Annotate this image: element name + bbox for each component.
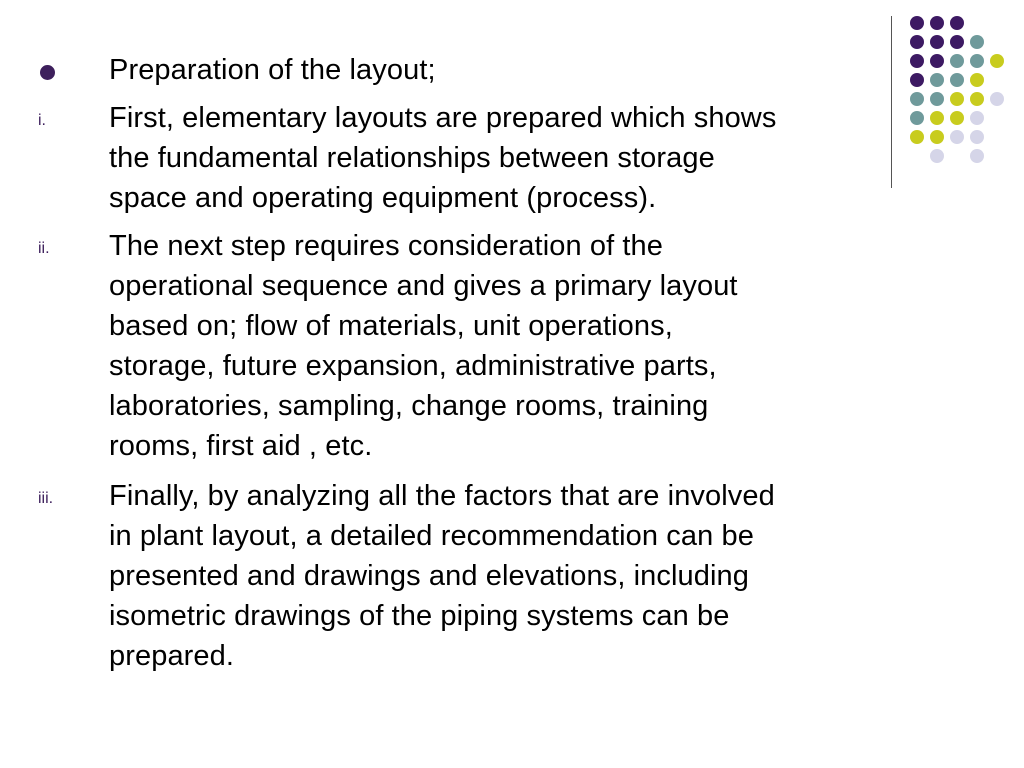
text-line: in plant layout, a detailed recommendation can be	[109, 520, 754, 552]
text-line: rooms, first aid , etc.	[109, 430, 373, 462]
text-line: operational sequence and gives a primary layout	[109, 270, 738, 302]
text-line: isometric drawings of the piping systems can be	[109, 600, 730, 632]
text-line: laboratories, sampling, change rooms, training	[109, 390, 709, 422]
text-line: Finally, by analyzing all the factors that are involved	[109, 480, 775, 512]
item-text	[109, 98, 776, 218]
list-marker: iii.	[38, 490, 54, 507]
text-line: prepared.	[109, 640, 235, 672]
item-text	[109, 476, 775, 676]
list-marker: i.	[38, 112, 46, 129]
text-line: space and operating equipment (process).	[109, 182, 657, 214]
text-line: based on; flow of materials, unit operations,	[109, 310, 673, 342]
text-line: the fundamental relationships between storage	[109, 142, 715, 174]
text-line: First, elementary layouts are prepared which shows	[109, 102, 777, 134]
item-text	[109, 226, 738, 466]
list-marker: ii.	[38, 240, 50, 257]
bullet-text	[109, 50, 436, 90]
bullet-dot-icon	[40, 65, 55, 80]
text-line: Preparation of the layout;	[109, 54, 436, 86]
text-line: presented and drawings and elevations, including	[109, 560, 750, 592]
text-line: The next step requires consideration of the	[109, 230, 664, 262]
text-line: storage, future expansion, administrative parts,	[109, 350, 717, 382]
